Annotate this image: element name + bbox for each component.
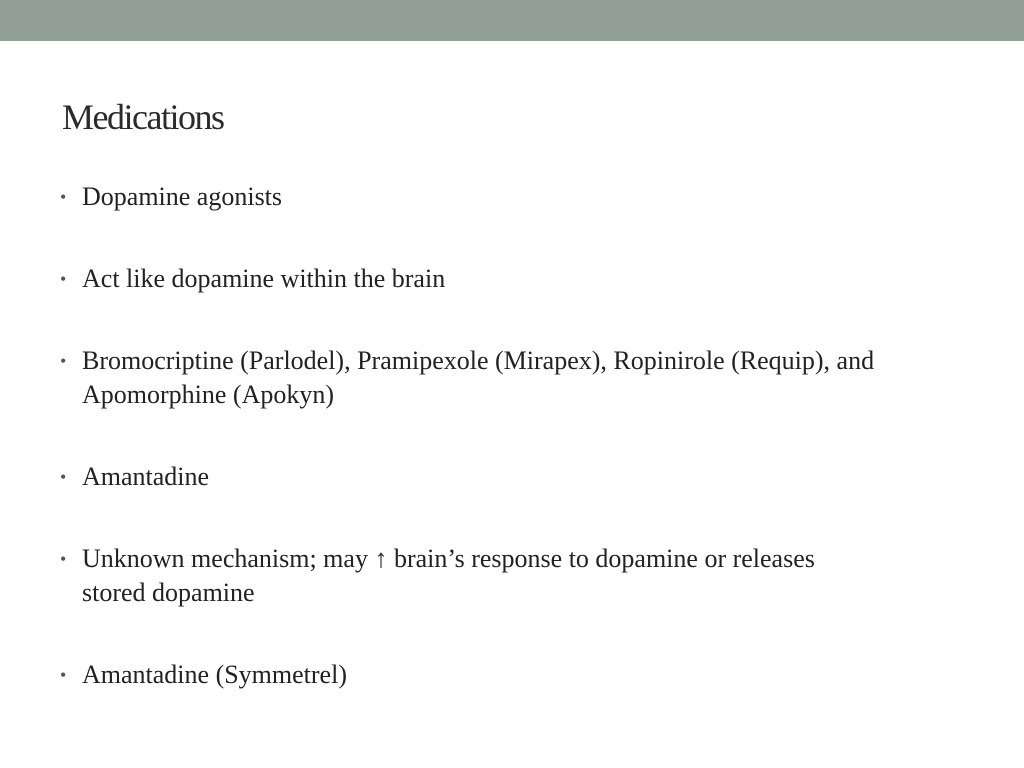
bullet-text: Amantadine	[82, 462, 210, 491]
bullet-icon: •	[60, 467, 67, 487]
bullet-item-dopamine-agonists	[60, 180, 880, 214]
bullet-item-drug-list	[60, 344, 880, 412]
bullet-text: Act like dopamine within the brain	[82, 264, 446, 293]
bullet-text: Unknown mechanism; may ↑ brain’s response to dopamine or releases stored dopamine	[82, 544, 815, 607]
bullet-icon: •	[60, 549, 67, 569]
bullet-text: Bromocriptine (Parlodel), Pramipexole (Mirapex), Ropinirole (Requip), and Apomorphine (Apokyn)	[82, 346, 875, 409]
bullet-icon: •	[60, 269, 67, 289]
bullet-text: Amantadine (Symmetrel)	[82, 660, 347, 689]
bullet-icon: •	[60, 187, 67, 207]
bullet-text: Dopamine agonists	[82, 182, 283, 211]
bullet-item-amantadine	[60, 460, 880, 494]
bullet-item-act-like-dopamine	[60, 262, 880, 296]
bullet-list	[60, 180, 880, 740]
slide-title: Medications	[62, 97, 224, 137]
top-accent-bar	[0, 0, 1024, 41]
bullet-item-symmetrel	[60, 658, 880, 692]
bullet-icon: •	[60, 665, 67, 685]
bullet-icon: •	[60, 351, 67, 371]
bullet-item-unknown-mechanism	[60, 542, 880, 610]
